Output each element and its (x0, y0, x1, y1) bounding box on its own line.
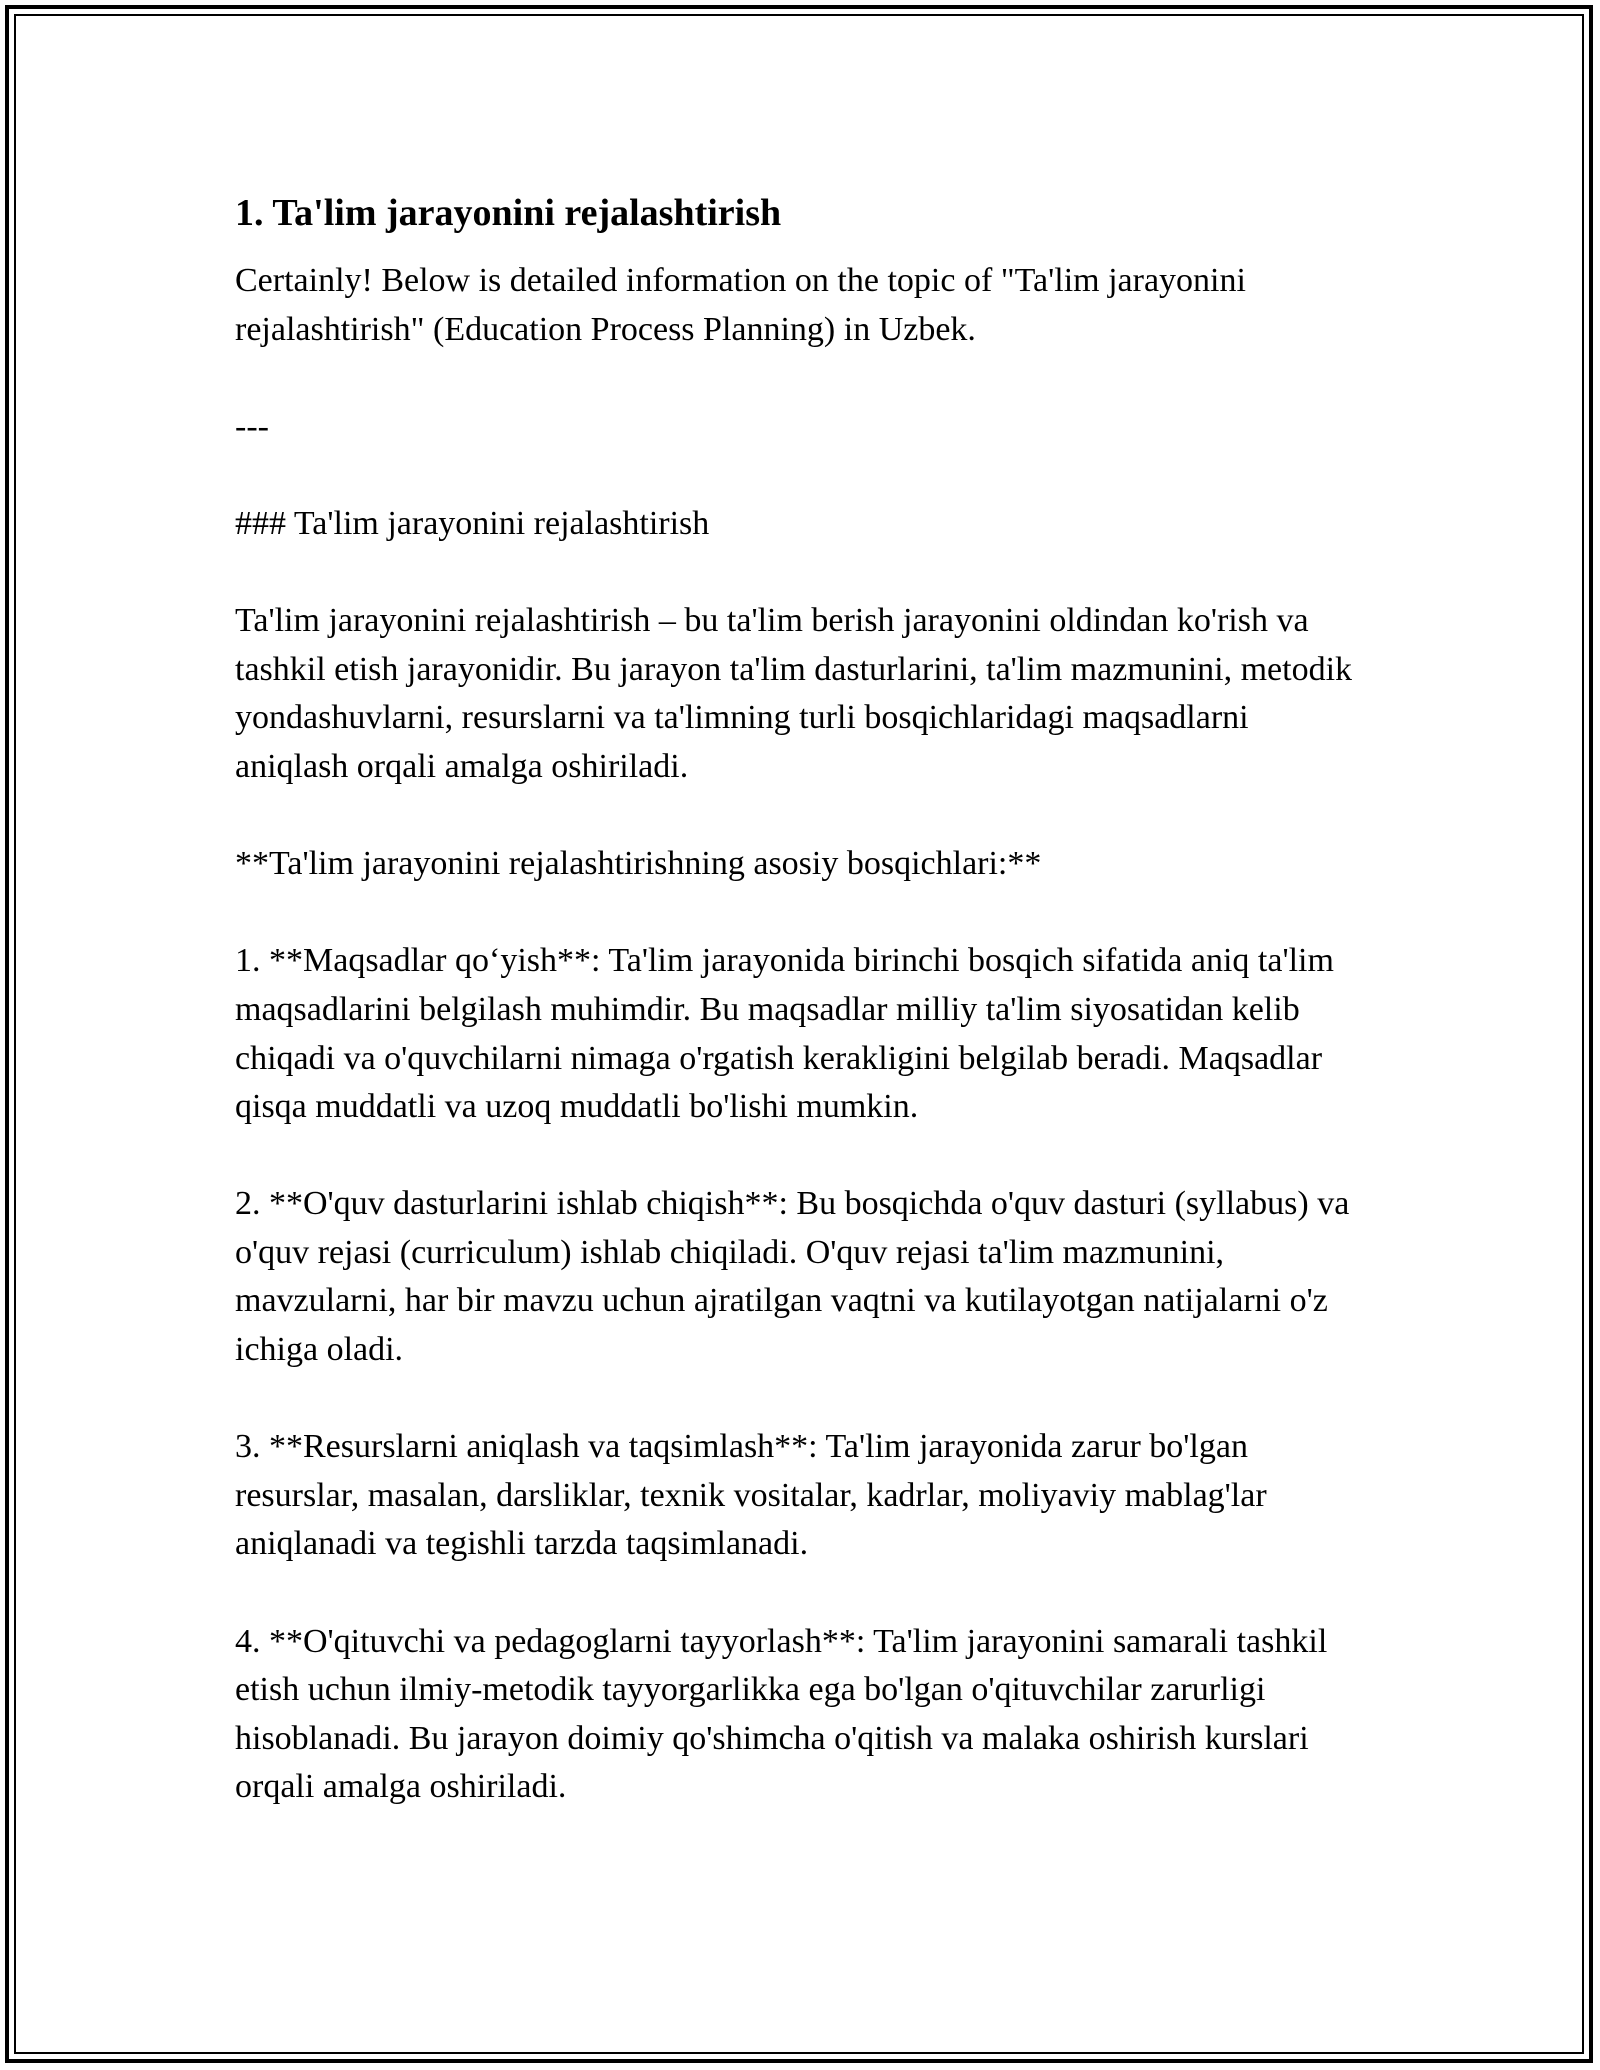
stage-item-1: 1. **Maqsadlar qo‘yish**: Ta'lim jarayonida birinchi bosqich sifatida aniq ta'lim maqsadlarini belgilash muhimdir. Bu maqsadlar milliy ta'lim siyosatidan kelib chiqadi va o'quvchilarni nimaga o'rgatish kerakligini belgilab beradi. Maqsadlar qisqa muddatli va uzoq muddatli bo'lishi mumkin. (235, 942, 1343, 1126)
stage-item-2: 2. **O'quv dasturlarini ishlab chiqish**: Bu bosqichda o'quv dasturi (syllabus) va o'quv rejasi (curriculum) ishlab chiqiladi. O'quv rejasi ta'lim mazmunini, mavzularni, har bir mavzu uchun ajratilgan vaqtni va kutilayotgan natijalarni o'z ichiga oladi. (235, 1185, 1358, 1369)
section-heading-text: ### Ta'lim jarayonini rejalashtirish (235, 504, 710, 542)
document-title: 1. Ta'lim jarayonini rejalashtirish (235, 192, 782, 234)
intro-paragraph: Certainly! Below is detailed information on the topic of "Ta'lim jarayonini rejalashtirish" (Education Process Planning) in Uzbek. (235, 262, 1255, 348)
definition-paragraph: Ta'lim jarayonini rejalashtirish – bu ta'lim berish jarayonini oldindan ko'rish va tashkil etish jarayonidir. Bu jarayon ta'lim dasturlarini, ta'lim mazmunini, metodik yondashuvlarni, resurslarni va ta'limning turli bosqichlaridagi maqsadlarni aniqlash orqali amalga oshiriladi. (235, 602, 1361, 785)
stages-heading-text: **Ta'lim jarayonini rejalashtirishning asosiy bosqichlari:** (235, 845, 1042, 883)
document-body (235, 185, 1370, 1812)
stage-item-4: 4. **O'qituvchi va pedagoglarni tayyorlash**: Ta'lim jarayonini samarali tashkil etish uchun ilmiy-metodik tayyorgarlikka ega bo'lgan o'qituvchilar zarurligi hisoblanadi. Bu jarayon doimiy qo'shimcha o'qitish va malaka oshirish kurslari orqali amalga oshiriladi. (235, 1622, 1336, 1806)
separator-line: --- (235, 407, 269, 445)
stage-item-3: 3. **Resurslarni aniqlash va taqsimlash**: Ta'lim jarayonida zarur bo'lgan resurslar, masalan, darsliklar, texnik vositalar, kadrlar, moliyaviy mablag'lar aniqlanadi va tegishli tarzda taqsimlanadi. (235, 1428, 1276, 1563)
